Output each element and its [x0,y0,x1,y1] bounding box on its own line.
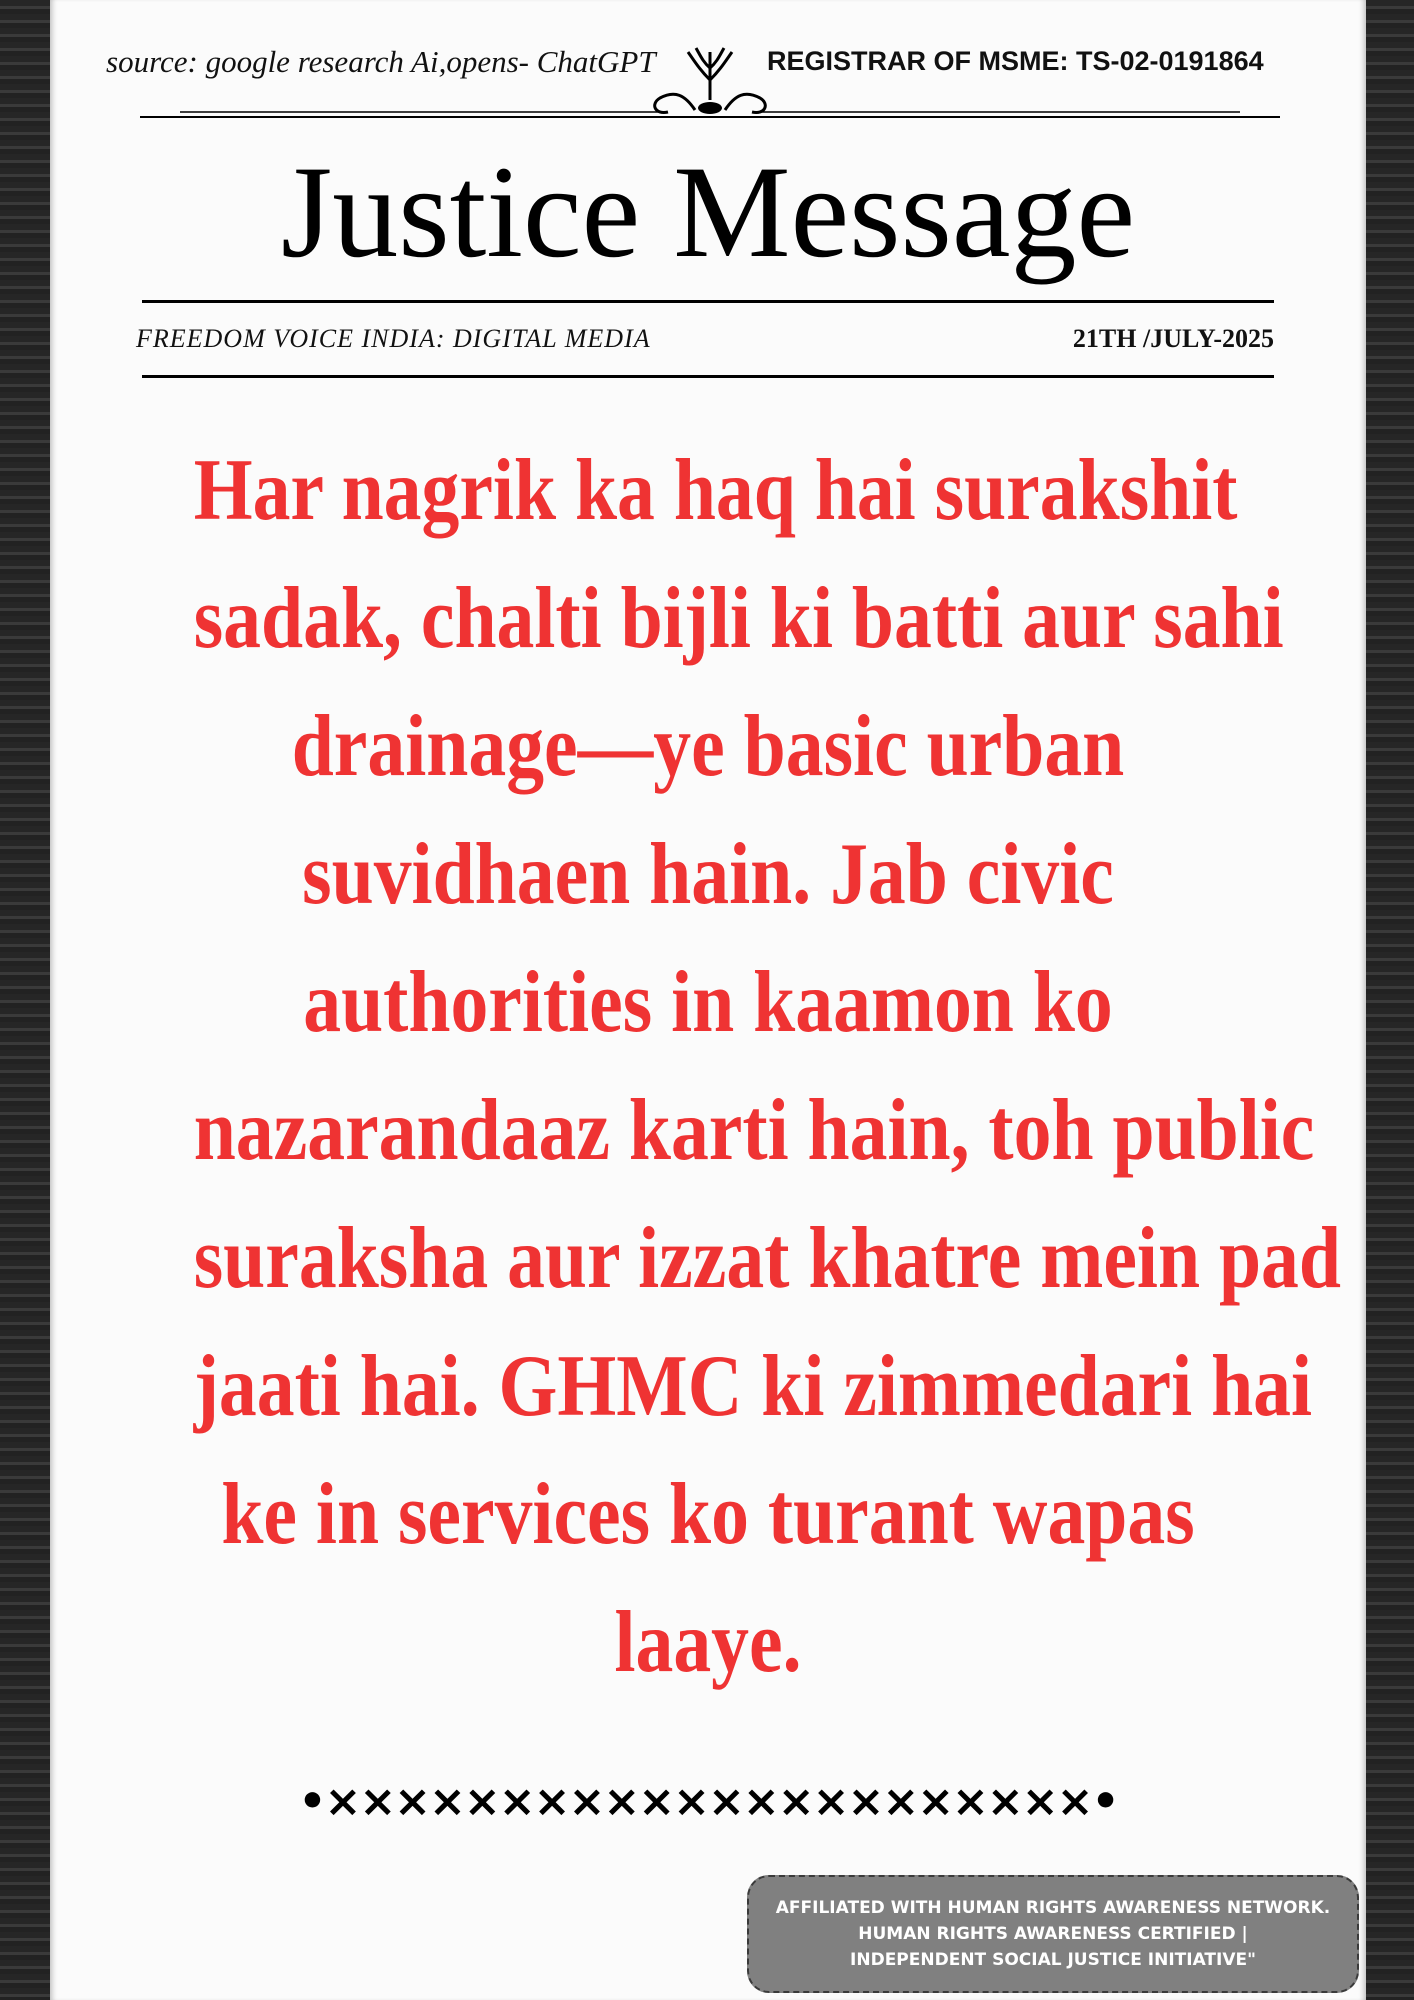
badge-line: INDEPENDENT SOCIAL JUSTICE INITIATIVE" [850,1950,1256,1970]
torn-paper-border-left [0,0,52,2000]
publication-subline: FREEDOM VOICE INDIA: DIGITAL MEDIA [136,324,651,353]
message-line: nazarandaaz karti hain, toh public [193,1082,1315,1179]
affiliation-badge [747,1875,1359,1993]
source-credit: source: google research Ai,opens- ChatGPT [106,44,656,79]
message-line: laaye. [614,1594,802,1691]
masthead-rule-bottom [142,375,1274,378]
message-line: authorities in kaamon ko [303,954,1113,1051]
decorative-divider: •××××××××××××××××××××××• [298,1776,1118,1827]
masthead-title: Justice Message [280,138,1136,285]
registrar-number: REGISTRAR OF MSME: TS-02-0191864 [767,46,1264,76]
message-line: drainage—ye basic urban [291,698,1125,795]
publication-date: 21TH /JULY-2025 [1072,324,1274,353]
masthead-rule-top [142,300,1274,303]
message-line: jaati hai. GHMC ki zimmedari hai [193,1338,1313,1435]
badge-line: HUMAN RIGHTS AWARENESS CERTIFIED | [858,1924,1248,1944]
message-line: Har nagrik ka haq hai surakshit [193,442,1238,539]
headline-message [193,427,1341,1707]
message-line: ke in services ko turant wapas [221,1466,1195,1563]
torn-paper-border-right [1364,0,1414,2000]
message-line: suvidhaen hain. Jab civic [302,826,1114,923]
badge-line: AFFILIATED WITH HUMAN RIGHTS AWARENESS NETWORK. [775,1898,1331,1918]
message-line: sadak, chalti bijli ki batti aur sahi [193,570,1284,667]
newspaper-page [50,0,1366,2000]
message-line: suraksha aur izzat khatre mein pad [193,1210,1341,1307]
